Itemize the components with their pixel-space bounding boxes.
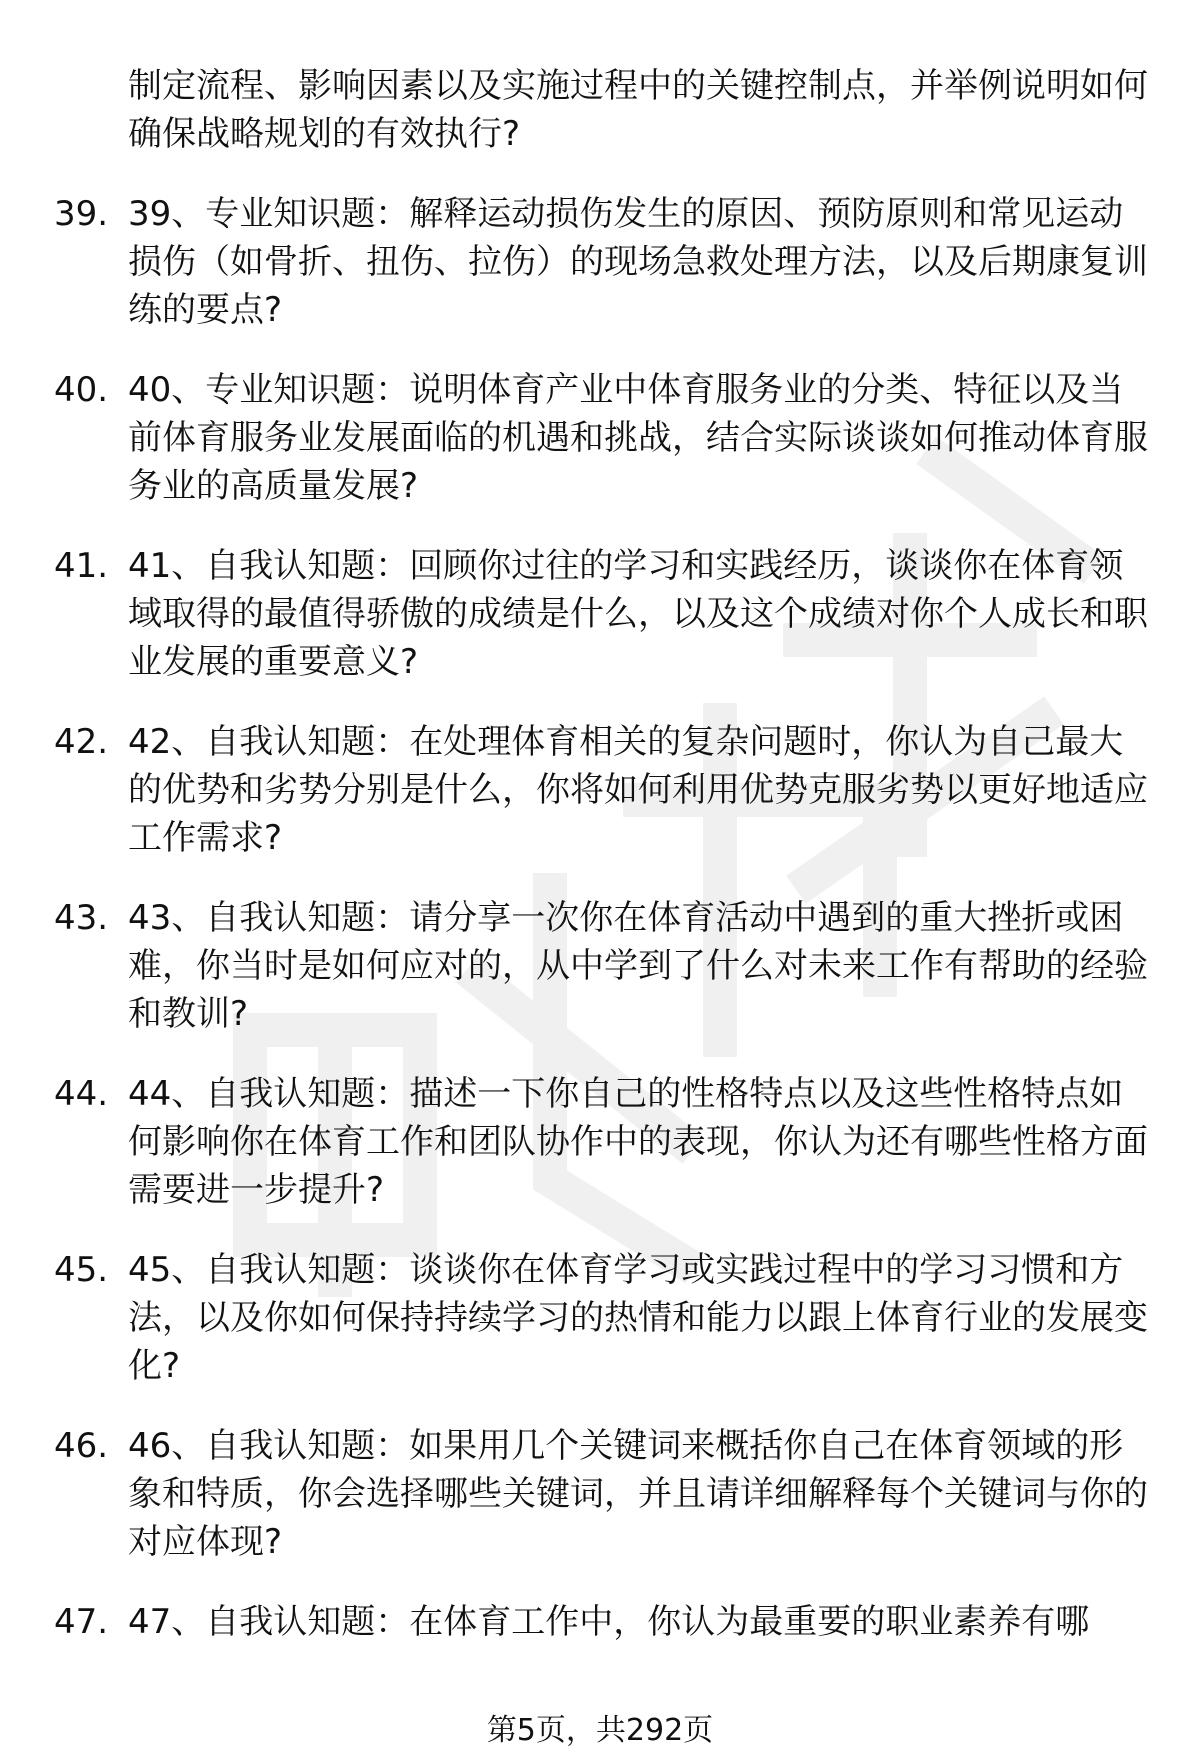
question-text: 42、自我认知题：在处理体育相关的复杂问题时，你认为自己最大的优势和劣势分别是什么，你将如何利用优势克服劣势以更好地适应工作需求? [128,722,1148,858]
question-text: 43、自我认知题：请分享一次你在体育活动中遇到的重大挫折或困难，你当时是如何应对的，从中学到了什么对未来工作有帮助的经验和教训? [128,898,1148,1034]
question-item-41 [0,542,1200,686]
question-item-46 [0,1422,1200,1566]
main-content [0,62,1200,1646]
question-text: 40、专业知识题：说明体育产业中体育服务业的分类、特征以及当前体育服务业发展面临的机遇和挑战，结合实际谈谈如何推动体育服务业的高质量发展? [128,370,1148,506]
question-text: 41、自我认知题：回顾你过往的学习和实践经历，谈谈你在体育领域取得的最值得骄傲的成绩是什么，以及这个成绩对你个人成长和职业发展的重要意义? [128,546,1148,682]
question-number: 45. [54,1250,109,1290]
question-list [0,190,1200,1646]
question-item-47 [0,1598,1200,1646]
question-number: 46. [54,1426,109,1466]
question-item-39 [0,190,1200,334]
question-text: 47、自我认知题：在体育工作中，你认为最重要的职业素养有哪 [128,1602,1090,1642]
question-item-40 [0,366,1200,510]
question-text: 46、自我认知题：如果用几个关键词来概括你自己在体育领域的形象和特质，你会选择哪些关键词，并且请详细解释每个关键词与你的对应体现? [128,1426,1148,1562]
question-number: 47. [54,1602,109,1642]
question-text: 44、自我认知题：描述一下你自己的性格特点以及这些性格特点如何影响你在体育工作和团队协作中的表现，你认为还有哪些性格方面需要进一步提升? [128,1074,1148,1210]
question-item-44 [0,1070,1200,1214]
question-number: 43. [54,898,109,938]
continued-question-text: 制定流程、影响因素以及实施过程中的关键控制点，并举例说明如何确保战略规划的有效执行? [128,66,1148,154]
question-item-43 [0,894,1200,1038]
question-item-45 [0,1246,1200,1390]
question-text: 45、自我认知题：谈谈你在体育学习或实践过程中的学习习惯和方法，以及你如何保持持续学习的热情和能力以跟上体育行业的发展变化? [128,1250,1148,1386]
question-number: 42. [54,722,109,762]
question-number: 41. [54,546,109,586]
question-text: 39、专业知识题：解释运动损伤发生的原因、预防原则和常见运动损伤（如骨折、扭伤、拉伤）的现场急救处理方法，以及后期康复训练的要点? [128,194,1148,330]
question-number: 39. [54,194,109,234]
question-number: 44. [54,1074,109,1114]
question-number: 40. [54,370,109,410]
question-item-42 [0,718,1200,862]
page-footer: 第5页，共292页 [486,1713,714,1748]
